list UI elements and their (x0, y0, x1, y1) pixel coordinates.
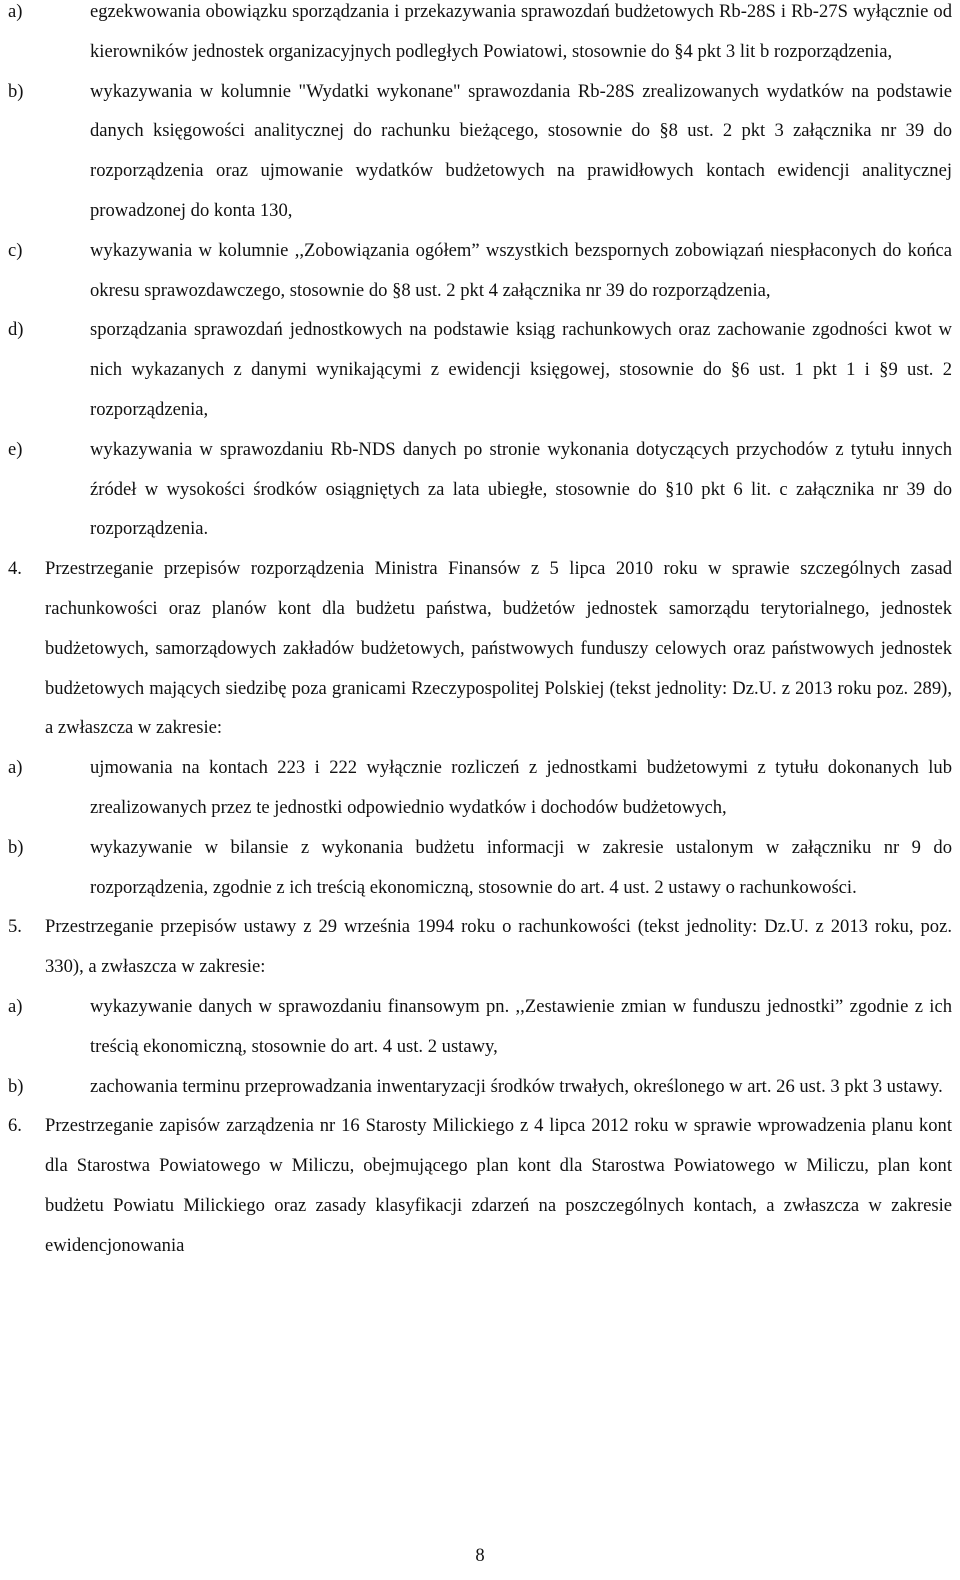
list-item-text: wykazywania w sprawozdaniu Rb-NDS danych po stronie wykonania dotyczących przychodów z tytułu innych źródeł w wysokości środków osiągniętych za lata ubiegłe, stosownie do §10 pkt 6 lit. c załącznika nr 39 do rozporządzenia. (90, 438, 952, 540)
list-marker: b) (8, 836, 24, 858)
point-text: Przestrzeganie zapisów zarządzenia nr 16 Starosty Milickiego z 4 lipca 2012 roku w sprawie wprowadzenia planu kont dla Starostwa Powiatowego w Miliczu, obejmującego plan kont dla Starostwa Powiatowego w Miliczu, plan kont budżetu Powiatu Milickiego oraz zasady klasyfikacji zdarzeń na poszczególnych kontach, a zwłaszcza w zakresie ewidencjonowania (45, 1115, 952, 1256)
list-item-b (8, 72, 952, 231)
list-item-d (8, 310, 952, 429)
point-6 (8, 1106, 952, 1265)
list-item-c (8, 231, 952, 311)
point-text: Przestrzeganie przepisów rozporządzenia Ministra Finansów z 5 lipca 2010 roku w sprawie szczególnych zasad rachunkowości oraz planów kont dla budżetu państwa, budżetów jednostek samorządu terytorialnego, jednostek budżetowych, samorządowych zakładów budżetowych, państwowych funduszy celowych oraz państwowych jednostek budżetowych mających siedzibę poza granicami Rzeczypospolitej Polskiej (tekst jednolity: Dz.U. z 2013 roku poz. 289), a zwłaszcza w zakresie: (45, 558, 952, 739)
list-marker: d) (8, 319, 24, 341)
point-4-item-a (8, 748, 952, 828)
list-item-text: egzekwowania obowiązku sporządzania i przekazywania sprawozdań budżetowych Rb-28S i Rb-27S wyłącznie od kierowników jednostek organizacyjnych podległych Powiatowi, stosownie do §4 pkt 3 lit b rozporządzenia, (90, 1, 952, 62)
point-5-item-a (8, 987, 952, 1067)
page-number: 8 (475, 1545, 485, 1566)
point-5-item-b (8, 1067, 952, 1107)
list-marker: a) (8, 757, 23, 779)
document-body (8, 0, 952, 1266)
list-item-text: zachowania terminu przeprowadzania inwentaryzacji środków trwałych, określonego w art. 26 ust. 3 pkt 3 ustawy. (90, 1075, 943, 1097)
list-marker: c) (8, 239, 23, 261)
list-item-a (8, 0, 952, 72)
point-5 (8, 907, 952, 987)
list-item-text: sporządzania sprawozdań jednostkowych na podstawie ksiąg rachunkowych oraz zachowanie zgodności kwot w nich wykazanych z danymi wynikającymi z ewidencji księgowej, stosownie do §6 ust. 1 pkt 1 i §9 ust. 2 rozporządzenia, (90, 319, 952, 420)
list-marker: a) (8, 1, 23, 22)
list-marker: a) (8, 995, 23, 1017)
list-item-text: wykazywanie w bilansie z wykonania budżetu informacji w zakresie ustalonym w załączniku nr 9 do rozporządzenia, zgodnie z ich treścią ekonomiczną, stosownie do art. 4 ust. 2 ustawy o rachunkowości. (90, 836, 952, 898)
list-item-text: wykazywania w kolumnie "Wydatki wykonane" sprawozdania Rb-28S zrealizowanych wydatków na podstawie danych księgowości analitycznej do rachunku bieżącego, stosownie do §8 ust. 2 pkt 3 załącznika nr 39 do rozporządzenia oraz ujmowanie wydatków budżetowych na prawidłowych kontach ewidencji analitycznej prowadzonej do konta 130, (90, 80, 952, 221)
point-4-item-b (8, 828, 952, 908)
list-item-text: wykazywanie danych w sprawozdaniu finansowym pn. ,,Zestawienie zmian w funduszu jednostki” zgodnie z ich treścią ekonomiczną, stosownie do art. 4 ust. 2 ustawy, (90, 995, 952, 1057)
point-4 (8, 549, 952, 748)
list-item-e (8, 430, 952, 549)
list-marker: b) (8, 80, 24, 102)
point-text: Przestrzeganie przepisów ustawy z 29 września 1994 roku o rachunkowości (tekst jednolity: Dz.U. z 2013 roku, poz. 330), a zwłaszcza w zakresie: (45, 916, 952, 978)
list-item-text: ujmowania na kontach 223 i 222 wyłącznie rozliczeń z jednostkami budżetowymi z tytułu dokonanych lub zrealizowanych przez te jednostki odpowiednio wydatków i dochodów budżetowych, (90, 757, 952, 818)
list-marker: b) (8, 1075, 24, 1097)
point-marker: 4. (8, 558, 22, 580)
list-marker: e) (8, 438, 23, 460)
list-item-text: wykazywania w kolumnie ,,Zobowiązania ogółem” wszystkich bezspornych zobowiązań niespłaconych do końca okresu sprawozdawczego, stosownie do §8 ust. 2 pkt 4 załącznika nr 39 do rozporządzenia, (90, 239, 952, 301)
point-marker: 5. (8, 916, 22, 938)
point-marker: 6. (8, 1115, 22, 1137)
